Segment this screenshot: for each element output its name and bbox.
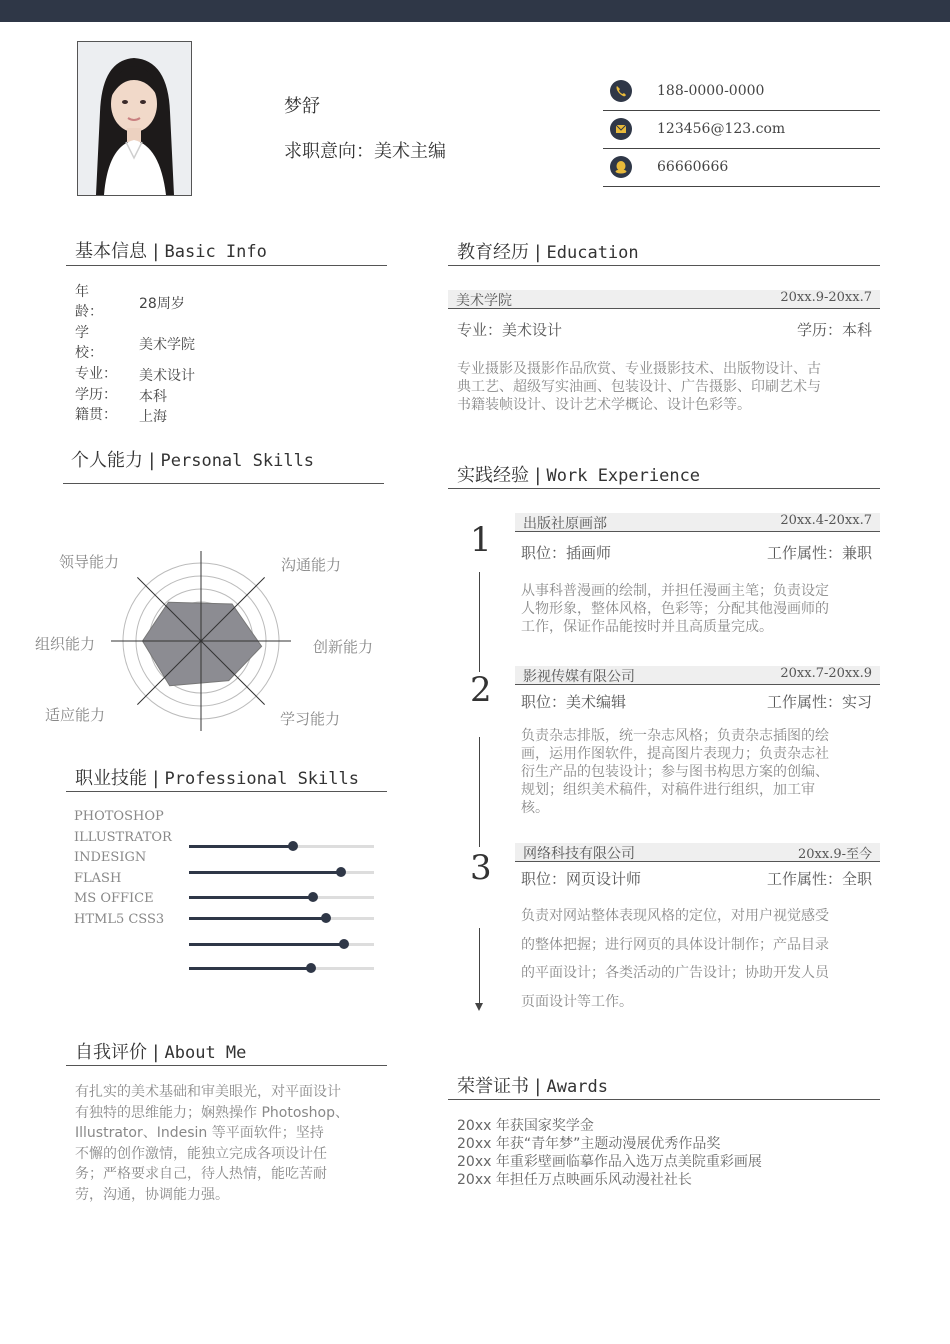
about-line: 有独特的思维能力；娴熟操作 Photoshop、 [75, 1104, 350, 1121]
profile-photo [77, 41, 192, 196]
radar-label-communication: 沟通能力 [281, 556, 342, 574]
radar-label-innovation: 创新能力 [313, 638, 374, 656]
work-line: 的整体把握；进行网页的具体设计制作；产品目录 [521, 936, 829, 953]
contact-phone [603, 72, 880, 111]
info-value-degree: 本科 [139, 389, 167, 405]
skill-bar-handle [308, 892, 318, 902]
qq-text: 66660666 [657, 159, 729, 175]
skill-bar [189, 845, 374, 848]
work-number: 3 [470, 848, 492, 888]
skill-bar-handle [336, 867, 346, 877]
info-value-major: 美术设计 [139, 368, 195, 384]
education-line: 书籍装帧设计、设计艺术学概论、设计色彩等。 [457, 397, 751, 413]
skill-bar [189, 917, 374, 920]
info-value-school: 美术学院 [139, 337, 195, 353]
education-degree: 学历：本科 [796, 321, 872, 339]
about-line: 有扎实的美术基础和审美眼光，对平面设计 [75, 1084, 341, 1100]
work-title-en: Work Experience [546, 466, 701, 486]
education-school: 美术学院 [456, 293, 512, 309]
info-label-hometown: 籍贯： [75, 407, 117, 423]
education-major: 专业：美术设计 [457, 321, 563, 339]
work-line: 画，运用作图软件，提高图片表现力；负责杂志社 [521, 746, 829, 762]
work-type: 工作属性：实习 [766, 693, 872, 711]
email-icon [610, 118, 632, 140]
work-header-band [515, 513, 880, 532]
work-period: 20xx.4-20xx.7 [780, 513, 872, 528]
personal-skills-title-cn: 个人能力 [71, 450, 143, 471]
award-item: 20xx 年获国家奖学金 [457, 1118, 594, 1134]
info-label-age: 年龄： [75, 284, 103, 320]
contact-email [603, 110, 880, 149]
awards-title-en: Awards [546, 1077, 608, 1097]
awards-title: 荣誉证书 | Awards [457, 1076, 608, 1097]
timeline-line [479, 737, 480, 847]
phone-text: 188-0000-0000 [657, 83, 765, 99]
skill-bar [189, 871, 374, 874]
skill-bar-handle [288, 841, 298, 851]
work-title: 实践经验 | Work Experience [457, 465, 701, 486]
skill-bar-handle [321, 913, 331, 923]
work-company: 出版社原画部 [523, 516, 607, 532]
skill-label: INDESIGN [74, 850, 147, 865]
work-type: 工作属性：兼职 [766, 544, 872, 562]
basic-info-divider [66, 265, 387, 266]
skill-bar-fill [189, 871, 341, 874]
education-period: 20xx.9-20xx.7 [780, 290, 872, 305]
skill-bar [189, 943, 374, 946]
qq-icon [610, 156, 632, 178]
personal-skills-title-en: Personal Skills [160, 451, 315, 471]
skill-label: MS OFFICE [74, 891, 154, 906]
work-role: 职位：美术编辑 [521, 693, 627, 711]
professional-skills-title: 职业技能 | Professional Skills [75, 768, 359, 789]
work-number: 1 [470, 520, 492, 560]
work-role: 职位：插画师 [521, 544, 612, 562]
work-description [521, 902, 881, 1016]
basic-info-title: 基本信息 | Basic Info [75, 241, 267, 262]
info-label-school: 学校： [75, 325, 103, 361]
education-title: 教育经历 | Education [457, 242, 639, 263]
email-text: 123456@123.com [657, 121, 786, 137]
info-value-hometown: 上海 [139, 409, 167, 425]
radar-label-organization: 组织能力 [35, 635, 96, 653]
education-line: 专业摄影及摄影作品欣赏、专业摄影技术、出版物设计、古 [457, 361, 821, 377]
education-header-band [448, 290, 880, 309]
about-line: 务；严格要求自己，待人热情，能吃苦耐 [75, 1166, 327, 1182]
about-text [75, 1082, 387, 1205]
basic-info-title-cn: 基本信息 [75, 241, 147, 262]
education-courses [457, 360, 887, 414]
work-line: 衍生产品的包装设计；参与图书构思方案的创编、 [521, 764, 829, 780]
work-description [521, 582, 881, 636]
work-description [521, 727, 881, 817]
radar-label-adaptation: 适应能力 [45, 706, 106, 724]
education-title-en: Education [546, 243, 639, 263]
skill-bar [189, 896, 374, 899]
work-line: 负责对网站整体表现风格的定位，对用户视觉感受 [521, 908, 829, 924]
work-line: 核。 [521, 800, 549, 816]
radar-label-leadership: 领导能力 [59, 553, 120, 571]
info-value-age: 28周岁 [139, 296, 185, 312]
timeline-line [479, 928, 480, 1006]
education-line: 典工艺、超级写实油画、包装设计、广告摄影、印刷艺术与 [457, 379, 821, 395]
work-line: 页面设计等工作。 [521, 993, 633, 1010]
education-title-cn: 教育经历 [457, 242, 529, 263]
work-number: 2 [470, 670, 492, 710]
work-line: 工作，保证作品能按时并且高质量完成。 [521, 619, 773, 635]
about-title-cn: 自我评价 [75, 1042, 147, 1063]
work-period: 20xx.7-20xx.9 [780, 666, 872, 681]
timeline-arrow-icon [475, 1003, 483, 1011]
work-title-cn: 实践经验 [457, 465, 529, 486]
award-item: 20xx 年担任万点映画乐风动漫社社长 [457, 1172, 692, 1188]
award-item: 20xx 年获“青年梦”主题动漫展优秀作品奖 [457, 1136, 721, 1152]
work-line: 人物形象，整体风格，色彩等；分配其他漫画师的 [521, 601, 829, 617]
award-item: 20xx 年重彩壁画临摹作品入选万点美院重彩画展 [457, 1154, 762, 1170]
work-line: 从事科普漫画的绘制，并担任漫画主笔；负责设定 [521, 583, 829, 599]
top-bar [0, 0, 950, 22]
personal-skills-title: 个人能力 | Personal Skills [71, 450, 315, 471]
skill-bar-handle [306, 963, 316, 973]
skill-bar-fill [189, 917, 326, 920]
work-line: 负责杂志排版，统一杂志风格；负责杂志插图的绘 [521, 728, 829, 744]
work-period: 20xx.9-至今 [797, 847, 872, 862]
work-line: 规划；组织美术稿件，对稿件进行组织，加工审 [521, 782, 815, 798]
contact-qq [603, 148, 880, 187]
work-header-band [515, 843, 880, 862]
skill-bar [189, 967, 374, 970]
about-line: Illustrator、Indesin 等平面软件；坚持 [75, 1125, 324, 1141]
skill-label: ILLUSTRATOR [74, 830, 172, 845]
awards-title-cn: 荣誉证书 [457, 1076, 529, 1097]
about-title: 自我评价 | About Me [75, 1042, 247, 1063]
professional-skills-divider [66, 791, 387, 792]
work-company: 网络科技有限公司 [523, 846, 635, 862]
about-line: 劳，沟通，协调能力强。 [75, 1186, 229, 1203]
work-role: 职位：网页设计师 [521, 870, 642, 888]
work-divider [448, 488, 880, 489]
skill-label: PHOTOSHOP [74, 809, 164, 824]
candidate-name: 梦舒 [284, 96, 320, 117]
skill-bar-fill [189, 896, 313, 899]
skill-bar-fill [189, 845, 293, 848]
work-company: 影视传媒有限公司 [523, 669, 635, 685]
basic-info-title-en: Basic Info [164, 242, 267, 262]
awards-divider [448, 1099, 880, 1100]
about-divider [66, 1065, 387, 1066]
skill-label: FLASH [74, 871, 122, 886]
about-line: 不懈的创作激情，能独立完成各项设计任 [75, 1145, 327, 1162]
skill-bar-handle [339, 939, 349, 949]
about-title-en: About Me [164, 1043, 247, 1063]
work-line: 的平面设计；各类活动的广告设计；协助开发人员 [521, 965, 829, 981]
skill-bar-fill [189, 943, 344, 946]
work-header-band [515, 666, 880, 685]
education-divider [448, 265, 880, 266]
radar-label-learning: 学习能力 [280, 710, 341, 728]
professional-skills-title-cn: 职业技能 [75, 768, 147, 789]
professional-skills-title-en: Professional Skills [164, 769, 359, 789]
info-label-major: 专业： [75, 366, 117, 382]
skill-label: HTML5 CSS3 [74, 912, 165, 927]
personal-skills-divider [63, 483, 384, 484]
skill-bar-fill [189, 967, 311, 970]
timeline-line [479, 572, 480, 672]
info-label-degree: 学历： [75, 387, 117, 403]
phone-icon [610, 80, 632, 102]
job-intent: 求职意向：美术主编 [284, 141, 446, 162]
work-type: 工作属性：全职 [766, 870, 872, 888]
